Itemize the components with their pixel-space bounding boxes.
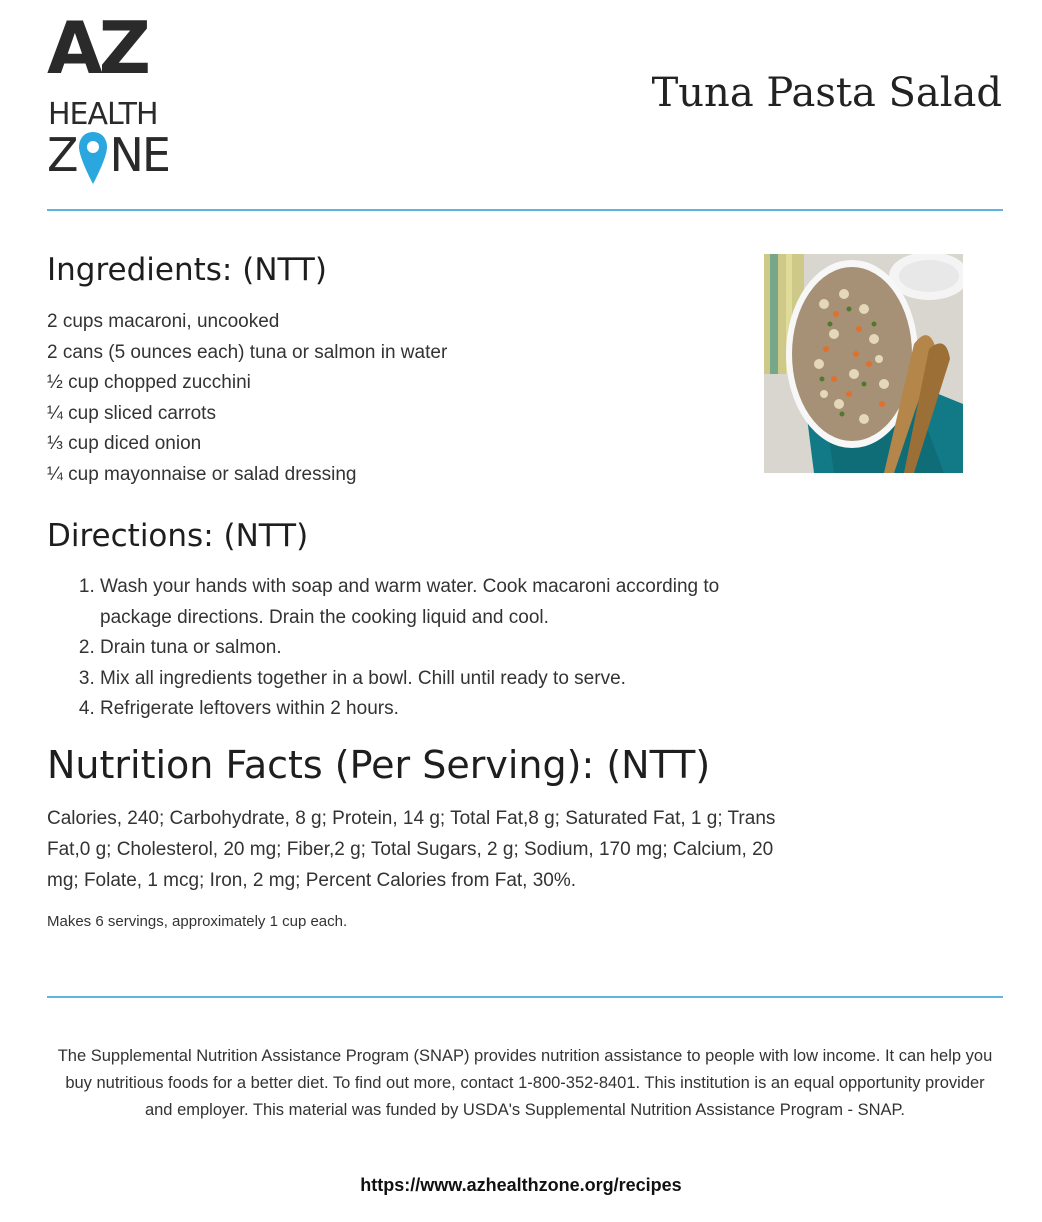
directions-heading: Directions: (NTT) bbox=[47, 518, 309, 554]
ingredients-heading: Ingredients: (NTT) bbox=[47, 252, 327, 288]
ingredient-item: ½ cup chopped zucchini bbox=[47, 372, 251, 393]
logo-zone-z: Z bbox=[47, 128, 77, 182]
tuna-pasta-salad-photo bbox=[764, 254, 963, 473]
direction-step: 1. Wash your hands with soap and warm water. Cook macaroni according to package directions. Drain the cooking liquid and cool. bbox=[100, 572, 780, 633]
ingredient-item: 2 cups macaroni, uncooked bbox=[47, 311, 280, 332]
ingredients-list bbox=[47, 307, 447, 490]
recipes-url[interactable]: https://www.azhealthzone.org/recipes bbox=[360, 1175, 682, 1195]
logo-health: HEALTH bbox=[48, 97, 158, 132]
direction-step: 2. Drain tuna or salmon. bbox=[100, 633, 780, 664]
snap-disclaimer: The Supplemental Nutrition Assistance Program (SNAP) provides nutrition assistance to people with low income. It can help you buy nutritious foods for a better diet. To find out more, contact 1-800-352-8401. This institution is an equal opportunity provider and employer. This material was funded by USDA's Supplemental Nutrition Assistance Program - SNAP. bbox=[57, 1047, 993, 1119]
direction-step: 4. Refrigerate leftovers within 2 hours. bbox=[100, 694, 780, 725]
directions-list bbox=[100, 572, 780, 725]
logo-az: AZ bbox=[47, 6, 147, 90]
logo-zone bbox=[47, 128, 169, 186]
ingredient-item: 2 cans (5 ounces each) tuna or salmon in water bbox=[47, 341, 448, 363]
nutrition-heading: Nutrition Facts (Per Serving): (NTT) bbox=[47, 743, 711, 787]
recipe-title: Tuna Pasta Salad bbox=[651, 70, 1002, 116]
logo-zone-ne: NE bbox=[109, 128, 169, 182]
direction-step: 3. Mix all ingredients together in a bowl. Chill until ready to serve. bbox=[100, 664, 780, 695]
ingredient-item: ⅓ cup diced onion bbox=[47, 433, 202, 454]
top-divider bbox=[47, 209, 1003, 211]
servings-note: Makes 6 servings, approximately 1 cup each. bbox=[47, 913, 348, 930]
nutrition-facts-text: Calories, 240; Carbohydrate, 8 g; Protein, 14 g; Total Fat,8 g; Saturated Fat, 1 g; Trans Fat,0 g; Cholesterol, 20 mg; Fiber,2 g; Total Sugars, 2 g; Sodium, 170 mg; Calcium, 20 mg; Folate, 1 mcg; Iron, 2 mg; Percent Calories from Fat, 30%. bbox=[47, 808, 776, 891]
ingredient-item: ¼ cup sliced carrots bbox=[47, 402, 216, 424]
bottom-divider bbox=[47, 996, 1003, 998]
az-health-zone-logo bbox=[47, 6, 169, 182]
ingredient-item: ¼ cup mayonnaise or salad dressing bbox=[47, 463, 357, 485]
location-pin-icon bbox=[78, 130, 108, 186]
